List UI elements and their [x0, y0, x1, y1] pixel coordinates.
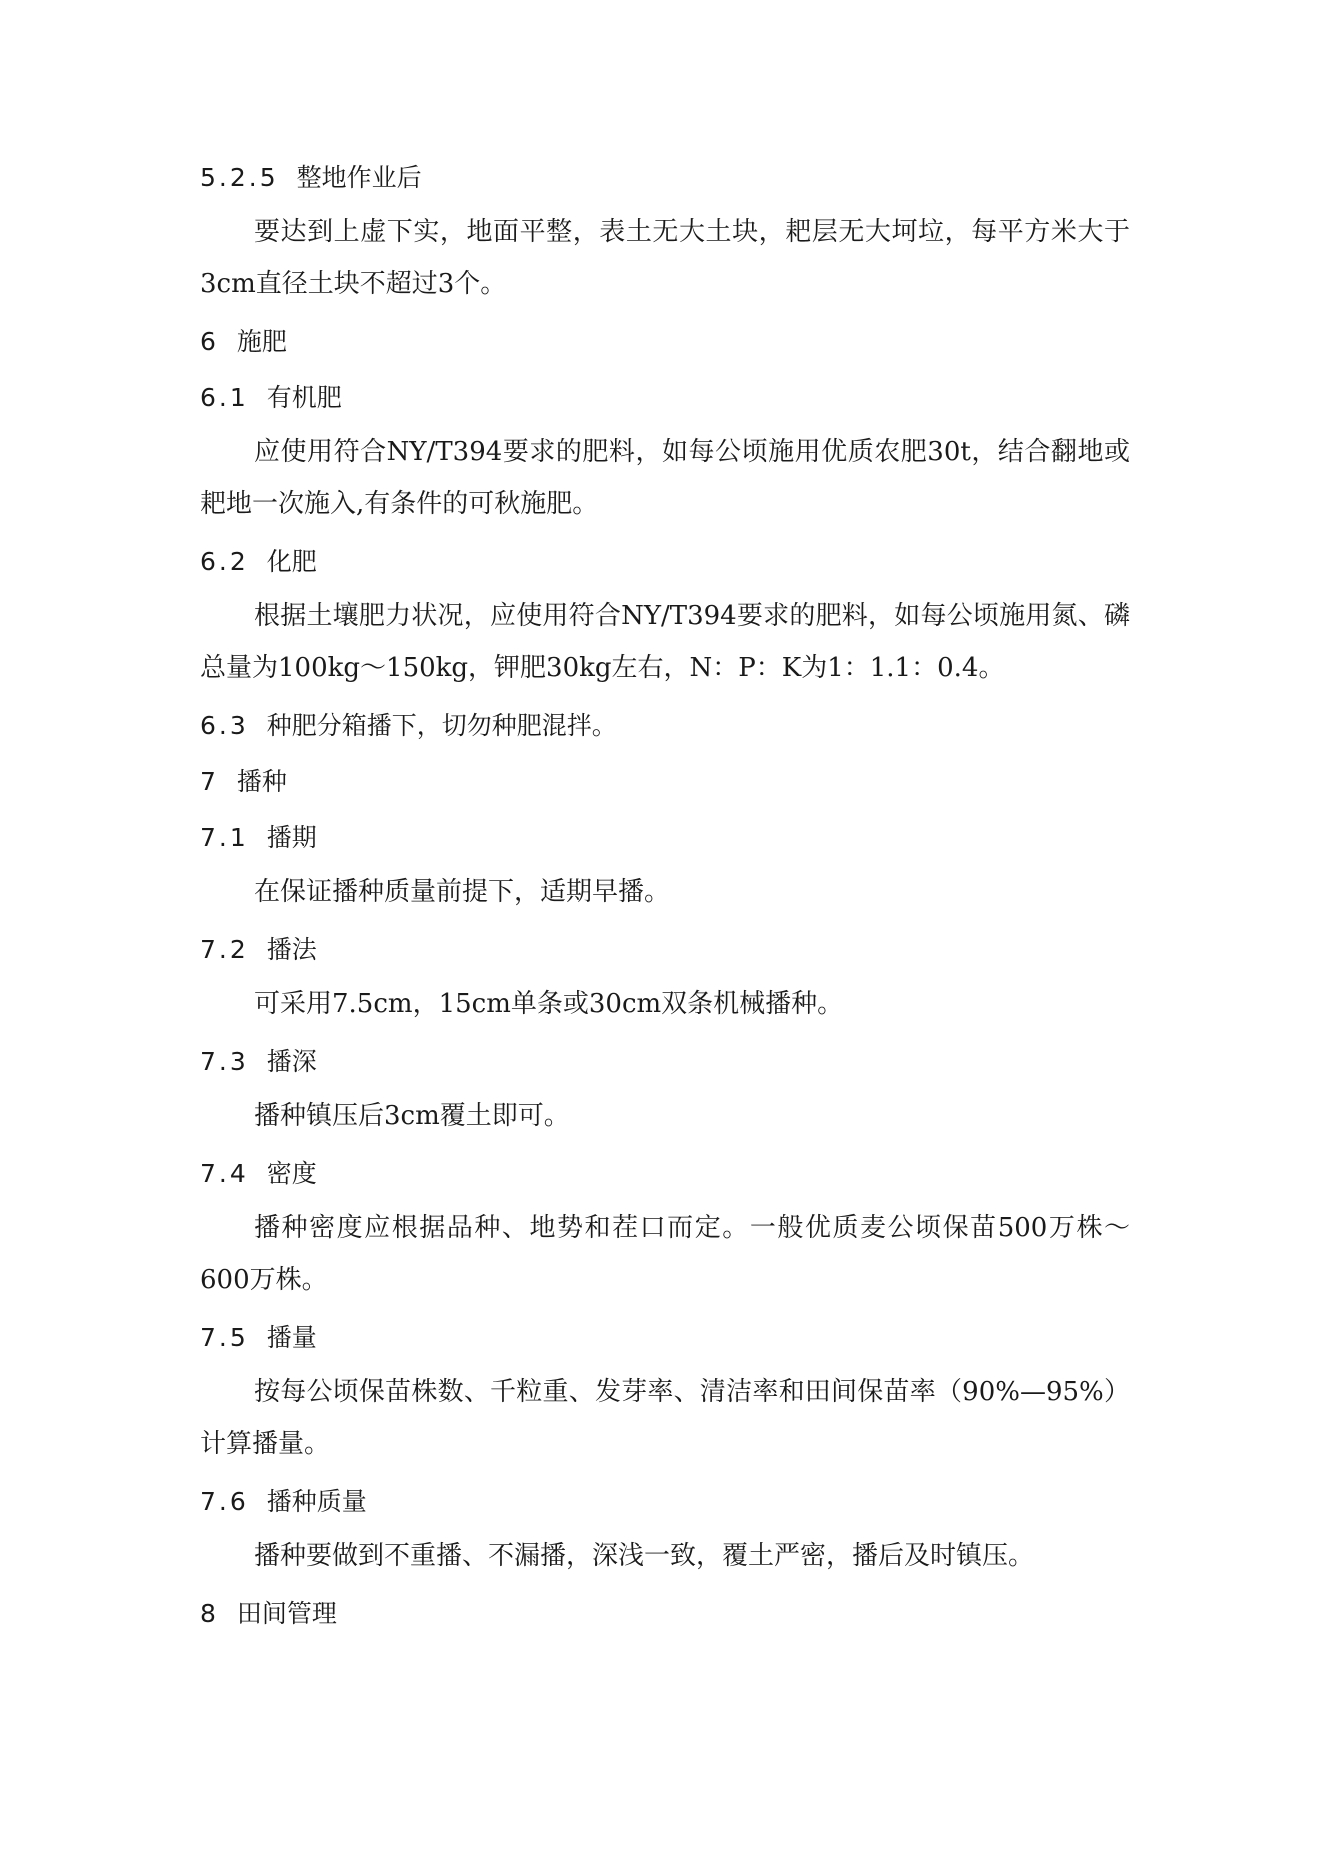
section-heading — [200, 1586, 1130, 1642]
paragraph: 要达到上虚下实，地面平整，表土无大土块，耙层无大坷垃，每平方米大于3cm直径土块不超过3个。 — [200, 217, 1130, 299]
section-number: 6 — [200, 327, 219, 356]
section-heading — [200, 1310, 1130, 1366]
section-title: 播深 — [266, 1047, 317, 1076]
section-title: 施肥 — [236, 327, 287, 356]
section-heading — [200, 534, 1130, 590]
paragraph: 可采用7.5cm，15cm单条或30cm双条机械播种。 — [254, 989, 844, 1019]
section-title: 种肥分箱播下，切勿种肥混拌。 — [266, 711, 617, 740]
section-heading — [200, 698, 1130, 754]
section-title: 播种质量 — [266, 1487, 367, 1516]
section-number: 5.2.5 — [200, 163, 279, 192]
document-body — [200, 150, 1130, 1642]
section-heading — [200, 922, 1130, 978]
section-heading — [200, 1034, 1130, 1090]
section-title: 播期 — [266, 823, 317, 852]
paragraph: 在保证播种质量前提下，适期早播。 — [254, 877, 671, 907]
paragraph: 根据土壤肥力状况，应使用符合NY/T394要求的肥料，如每公顷施用氮、磷总量为100kg～150kg，钾肥30kg左右，N：P：K为1：1.1：0.4。 — [200, 601, 1130, 683]
section-heading — [200, 370, 1130, 426]
section-number: 7.3 — [200, 1047, 249, 1076]
section-number: 7 — [200, 767, 219, 796]
paragraph: 应使用符合NY/T394要求的肥料，如每公顷施用优质农肥30t，结合翻地或耙地一次施入,有条件的可秋施肥。 — [200, 437, 1130, 519]
section-number: 7.1 — [200, 823, 249, 852]
section-number: 7.5 — [200, 1323, 249, 1352]
section-heading — [200, 150, 1130, 206]
section-number: 7.4 — [200, 1159, 249, 1188]
section-title: 有机肥 — [266, 383, 342, 412]
section-number: 6.1 — [200, 383, 249, 412]
paragraph: 播种镇压后3cm覆土即可。 — [254, 1101, 570, 1131]
paragraph: 播种要做到不重播、不漏播，深浅一致，覆土严密，播后及时镇压。 — [254, 1541, 1035, 1571]
section-title: 播法 — [266, 935, 317, 964]
paragraph: 按每公顷保苗株数、千粒重、发芽率、清洁率和田间保苗率（90%—95%）计算播量。 — [200, 1377, 1130, 1459]
section-number: 6.3 — [200, 711, 249, 740]
section-number: 7.2 — [200, 935, 249, 964]
paragraph: 播种密度应根据品种、地势和茬口而定。一般优质麦公顷保苗500万株～600万株。 — [200, 1213, 1130, 1295]
section-heading — [200, 754, 1130, 810]
section-title: 整地作业后 — [296, 163, 422, 192]
section-title: 密度 — [266, 1159, 317, 1188]
section-heading — [200, 810, 1130, 866]
section-number: 6.2 — [200, 547, 249, 576]
section-title: 播量 — [266, 1323, 317, 1352]
section-title: 化肥 — [266, 547, 317, 576]
section-heading — [200, 1146, 1130, 1202]
section-heading — [200, 314, 1130, 370]
section-heading — [200, 1474, 1130, 1530]
section-title: 田间管理 — [236, 1599, 337, 1628]
section-number: 8 — [200, 1599, 219, 1628]
section-number: 7.6 — [200, 1487, 249, 1516]
section-title: 播种 — [236, 767, 287, 796]
